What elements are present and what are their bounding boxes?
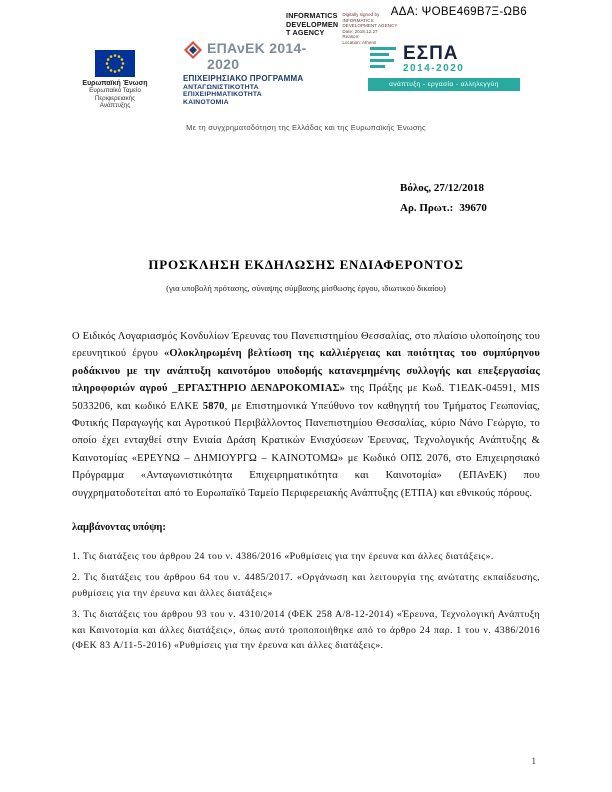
page-subtitle: (για υποβολή πρότασης, σύναψης σύμβασης μίσθωσης έργου, ιδιωτικού δικαίου) bbox=[166, 283, 446, 293]
espa-waves-icon bbox=[368, 45, 398, 74]
epanek-logo bbox=[183, 40, 333, 106]
eu-logo-title: Ευρωπαϊκή Ένωση bbox=[82, 80, 148, 87]
date-protocol-block bbox=[400, 182, 487, 214]
page-number: 1 bbox=[531, 756, 536, 766]
espa-banner: ανάπτυξη - εργασία - αλληλεγγύη bbox=[368, 78, 520, 91]
protocol-label: Αρ. Πρωτ.: bbox=[400, 202, 454, 214]
epanek-icon bbox=[183, 40, 203, 65]
signature-details: Digitally signed by INFORMATICS DEVELOPMENT AGENCY Date: 2018.12.27 Reason: Location: Athens bbox=[342, 12, 398, 45]
considering-heading: λαμβάνοντας υπόψη: bbox=[72, 522, 166, 534]
espa-logo bbox=[368, 44, 520, 91]
main-paragraph: Ο Ειδικός Λογαριασμός Κονδυλίων Έρευνας του Πανεπιστημίου Θεσσαλίας, στο πλαίσιο υλοποίησης του ερευνητικού έργου «Ολοκληρωμένη βελτίωση της καλλιέργειας και ποιότητας του συμπύρηνου ροδάκινου με την ανάπτυξη καινοτόμου υποδομής κατανεμημένης συλλογής και επεξεργασίας πληροφοριών αγρού _ΕΡΓΑΣΤΗΡΙΟ ΔΕΝΔΡΟΚΟΜΙΑΣ» της Πράξης με Κωδ. Τ1ΕΔΚ-04591, MIS 5033206, και κωδικό ΕΛΚΕ 5870, με Επιστημονικά Υπεύθυνο τον καθηγητή του Τμήματος Γεωπονίας, Φυτικής Παραγωγής και Αγροτικού Περιβάλλοντος Πανεπιστημίου Θεσσαλίας, κύριο Νάνο Γεώργιο, το οποίο έχει ενταχθεί στην Ενιαία Δράση Κρατικών Ενισχύσεων Έρευνας, Τεχνολογικής Ανάπτυξης & Καινοτομίας «ΕΡΕΥΝΩ – ΔΗΜΙΟΥΡΓΩ – ΚΑΙΝΟΤΟΜΩ» με Κωδικό ΟΠΣ 2076, στο Επιχειρησιακό Πρόγραμμα «Ανταγωνιστικότητα Επιχειρηματικότητα και Καινοτομία» (ΕΠΑνΕΚ) που συγχρηματοδοτείται από το Ευρωπαϊκό Ταμείο Περιφερειακής Ανάπτυξης (ΕΤΠΑ) και εθνικούς πόρους. bbox=[72, 331, 540, 499]
eu-flag-icon bbox=[80, 50, 150, 77]
eu-logo bbox=[80, 50, 150, 110]
espa-logo-years: 2014-2020 bbox=[403, 63, 465, 74]
list-item: 2. Τις διατάξεις του άρθρου 64 του ν. 4485/2017. «Οργάνωση και λειτουργία της ανώτατης εκπαίδευσης, ρυθμίσεις για την έρευνα και άλλες διατάξεις» bbox=[72, 572, 540, 599]
protocol-number: 39670 bbox=[459, 202, 487, 214]
doc-place-date: Βόλος, 27/12/2018 bbox=[400, 182, 484, 194]
page-title: ΠΡΟΣΚΛΗΣΗ ΕΚΔΗΛΩΣΗΣ ΕΝΔΙΑΦΕΡΟΝΤΟΣ bbox=[148, 257, 464, 272]
legal-list bbox=[72, 549, 540, 653]
cofinance-note: Με τη συγχρηματοδότηση της Ελλάδας και της Ευρωπαϊκής Ένωσης bbox=[186, 123, 426, 132]
epanek-logo-line1: ΕΠΙΧΕΙΡΗΣΙΑΚΟ ΠΡΟΓΡΑΜΜΑ bbox=[183, 74, 304, 83]
epanek-logo-line3: ΚΑΙΝΟΤΟΜΙΑ bbox=[183, 99, 229, 106]
eu-logo-subtitle-1: Ευρωπαϊκό Ταμείο bbox=[89, 87, 141, 94]
ada-code: ΑΔΑ: ΨΟΒΕ469Β7Ξ-ΩΒ6 bbox=[390, 6, 527, 18]
list-item: 1. Τις διατάξεις του άρθρου 24 του ν. 4386/2016 «Ρυθμίσεις για την έρευνα και άλλες διατάξεις». bbox=[72, 551, 494, 563]
epanek-logo-title: ΕΠΑνΕΚ 2014-2020 bbox=[207, 40, 307, 72]
eu-logo-subtitle-2: Περιφερειακής Ανάπτυξης bbox=[94, 94, 136, 109]
epanek-logo-line2: ΑΝΤΑΓΩΝΙΣΤΙΚΟΤΗΤΑ ΕΠΙΧΕΙΡΗΜΑΤΙΚΟΤΗΤΑ bbox=[183, 84, 262, 98]
list-item: 3. Τις διατάξεις του άρθρου 93 του ν. 4310/2014 (ΦΕΚ 258 Α/8-12-2014) «Έρευνα, Τεχνολογική Ανάπτυξη και Καινοτομία και άλλες διατάξεις», όπως αυτό τροποποιήθηκε από το άρθρο 24 παρ. 1 του ν. 4386/2016 (ΦΕΚ 83 Α/11-5-2016) «Ρυθμίσεις για την έρευνα και άλλες διατάξεις». bbox=[72, 609, 540, 652]
signature-name: INFORMATICS DEVELOPMEN T AGENCY bbox=[286, 11, 339, 37]
espa-logo-title: ΕΣΠΑ bbox=[403, 43, 459, 64]
document-body bbox=[72, 328, 540, 660]
digital-signature-stamp bbox=[286, 12, 397, 46]
